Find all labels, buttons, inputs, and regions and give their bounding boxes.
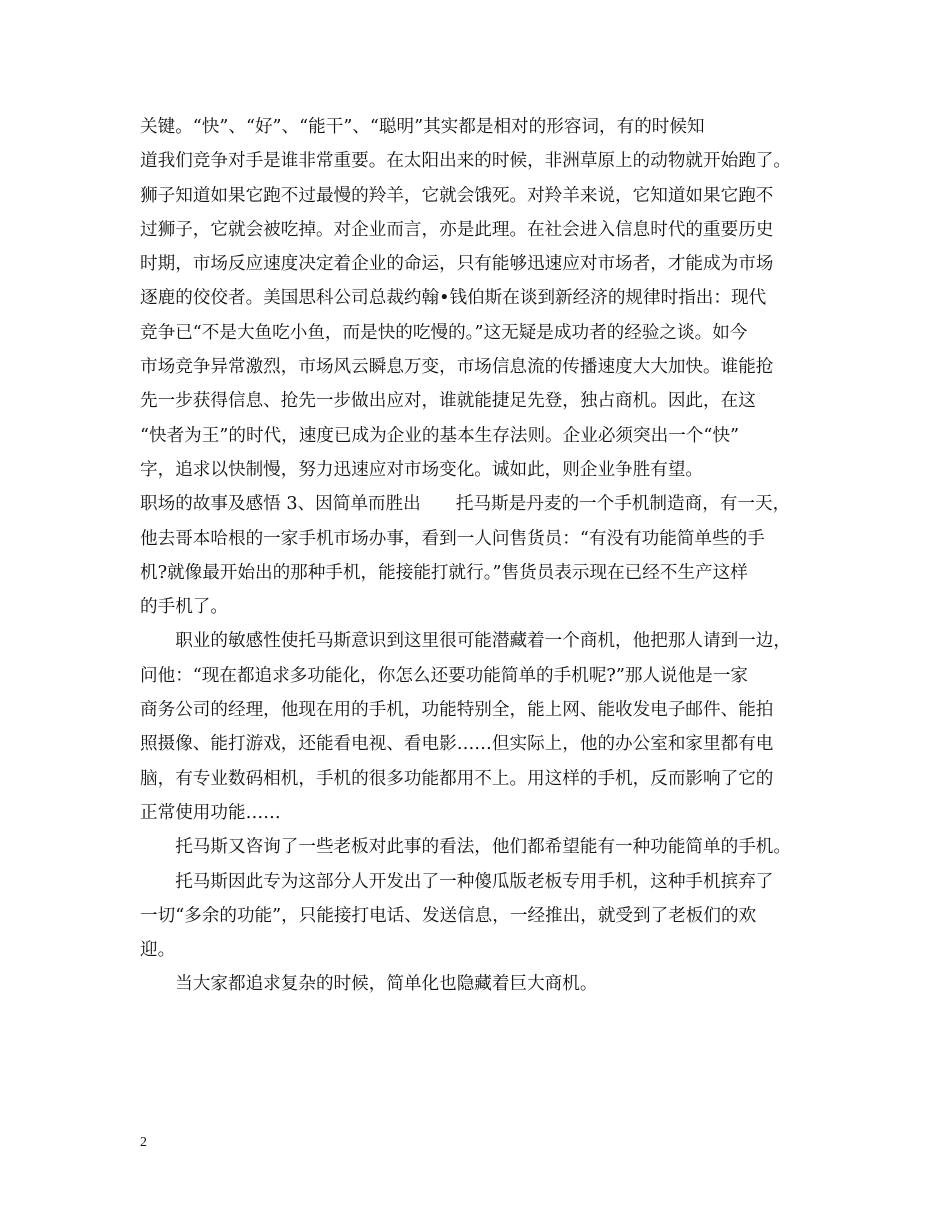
text-line: 逐鹿的佼佼者。美国思科公司总裁约翰•钱伯斯在谈到新经济的规律时指出：现代 xyxy=(140,288,767,309)
page-number: 2 xyxy=(140,1135,147,1150)
text-line: 他去哥本哈根的一家手机市场办事，看到一人问售货员：“有没有功能简单些的手 xyxy=(140,528,765,549)
text-line: 的手机了。 xyxy=(140,597,228,618)
text-line: “快者为王”的时代，速度已成为企业的基本生存法则。企业必须突出一个“快” xyxy=(140,425,739,446)
text-line: 职场的故事及感悟 3、因简单而胜出 托马斯是丹麦的一个手机制造商，有一天， xyxy=(140,494,791,515)
text-line: 问他：“现在都追求多功能化，你怎么还要功能简单的手机呢?”那人说他是一家 xyxy=(140,665,749,686)
text-line: 一切“多余的功能”，只能接打电话、发送信息，一经推出，就受到了老板们的欢 xyxy=(140,905,757,926)
text-line: 职业的敏感性使托马斯意识到这里很可能潜藏着一个商机，他把那人请到一边， xyxy=(140,631,791,652)
text-line: 机?就像最开始出的那种手机，能接能打就行。”售货员表示现在已经不生产这样 xyxy=(140,562,748,583)
text-line: 托马斯因此专为这部分人开发出了一种傻瓜版老板专用手机，这种手机摈弃了 xyxy=(140,871,774,892)
body-text xyxy=(140,110,830,1002)
text-line: 迎。 xyxy=(140,940,176,961)
text-line: 时期，市场反应速度决定着企业的命运，只有能够迅速应对市场者，才能成为市场 xyxy=(140,254,774,275)
text-line: 市场竞争异常激烈，市场风云瞬息万变，市场信息流的传播速度大大加快。谁能抢 xyxy=(140,357,774,378)
text-line: 脑，有专业数码相机，手机的很多功能都用不上。用这样的手机，反而影响了它的 xyxy=(140,768,774,789)
text-line: 当大家都追求复杂的时候，简单化也隐藏着巨大商机。 xyxy=(140,974,598,995)
text-line: 照摄像、能打游戏，还能看电视、看电影……但实际上，他的办公室和家里都有电 xyxy=(140,734,774,755)
text-line: 正常使用功能…… xyxy=(140,802,281,823)
text-line: 托马斯又咨询了一些老板对此事的看法，他们都希望能有一种功能简单的手机。 xyxy=(140,837,791,858)
text-line: 狮子知道如果它跑不过最慢的羚羊，它就会饿死。对羚羊来说，它知道如果它跑不 xyxy=(140,185,774,206)
text-line: 关键。“快”、“好”、“能干”、“聪明”其实都是相对的形容词，有的时候知 xyxy=(140,117,705,137)
text-line: 商务公司的经理，他现在用的手机，功能特别全，能上网、能收发电子邮件、能拍 xyxy=(140,700,774,721)
text-line: 先一步获得信息、抢先一步做出应对，谁就能捷足先登，独占商机。因此，在这 xyxy=(140,391,756,412)
text-line: 字，追求以快制慢，努力迅速应对市场变化。诚如此，则企业争胜有望。 xyxy=(140,459,704,480)
text-line: 道我们竞争对手是谁非常重要。在太阳出来的时候，非洲草原上的动物就开始跑了。 xyxy=(140,151,791,172)
text-line: 过狮子，它就会被吃掉。对企业而言，亦是此理。在社会进入信息时代的重要历史 xyxy=(140,219,774,240)
text-line: 竞争已“不是大鱼吃小鱼，而是快的吃慢的。”这无疑是成功者的经验之谈。如今 xyxy=(140,322,748,343)
